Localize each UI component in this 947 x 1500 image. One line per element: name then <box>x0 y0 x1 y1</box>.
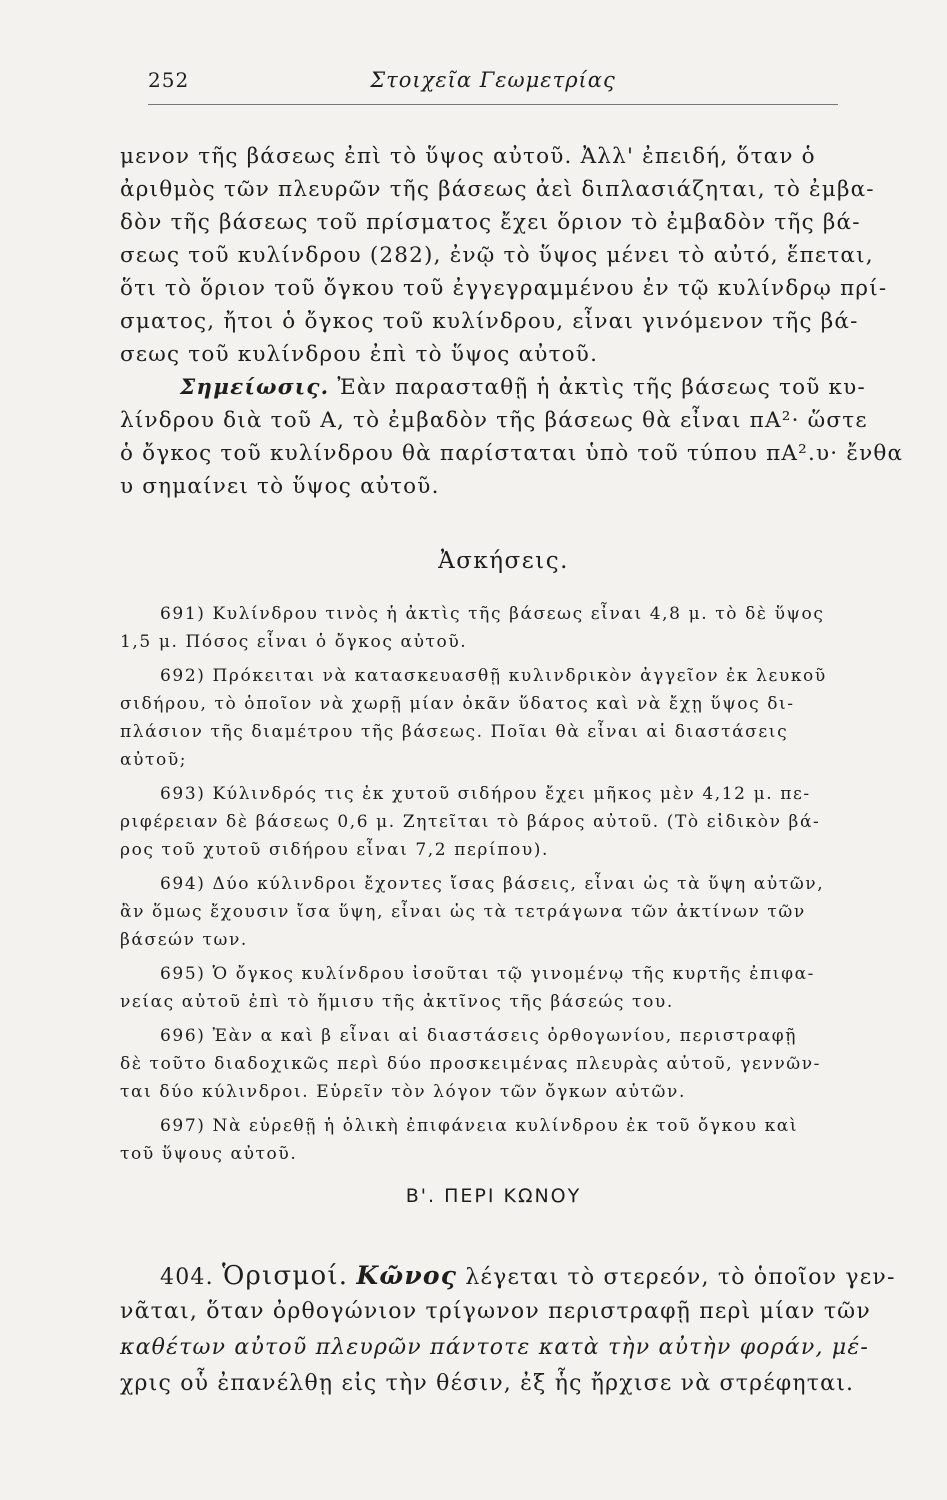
exercise-line: 694) Δύο κύλινδροι ἔχοντες ἴσας βάσεις, εἶναι ὡς τὰ ὕψη αὐτῶν, <box>160 874 825 894</box>
running-title: Στοιχεῖα Γεωμετρίας <box>370 68 616 92</box>
exercise-item <box>120 780 840 864</box>
definition-line: χρις οὗ ἐπανέλθῃ εἰς τὴν θέσιν, ἐξ ἧς ἤρχισε νὰ στρέφηται. <box>120 1371 855 1396</box>
text-line: δὸν τῆς βάσεως τοῦ πρίσματος ἔχει ὅριον τὸ ἐμβαδὸν τῆς βά- <box>120 210 861 235</box>
note-line: λίνδρου διὰ τοῦ Α, τὸ ἐμβαδὸν τῆς βάσεως θὰ εἶναι πΑ²· ὥστε <box>120 408 868 433</box>
text-line: σεως τοῦ κυλίνδρου (282), ἐνῷ τὸ ὕψος μένει τὸ αὐτό, ἕπεται, <box>120 243 874 268</box>
exercise-line: αὐτοῦ; <box>120 750 188 770</box>
exercises-list <box>120 600 840 1168</box>
exercise-item <box>120 600 840 656</box>
note-line: ὁ ὄγκος τοῦ κυλίνδρου θὰ παρίσταται ὑπὸ τοῦ τύπου πΑ².υ· ἔνθα <box>120 441 904 466</box>
page-header <box>148 64 838 105</box>
text-line: ὅτι τὸ ὅριον τοῦ ὄγκου τοῦ ἐγγεγραμμένου ἐν τῷ κυλίνδρῳ πρί- <box>120 276 888 301</box>
definition-line <box>120 1258 896 1294</box>
exercise-line: ρος τοῦ χυτοῦ σιδήρου εἶναι 7,2 περίπου). <box>120 840 550 860</box>
definition-text: λέγεται τὸ στερεόν, τὸ ὁποῖον γεν- <box>457 1265 896 1290</box>
exercise-line: βάσεών των. <box>120 930 248 950</box>
exercise-line: 693) Κύλινδρός τις ἐκ χυτοῦ σιδήρου ἔχει μῆκος μὲν 4,12 μ. πε- <box>160 784 811 804</box>
text-line: σεως τοῦ κυλίνδρου ἐπὶ τὸ ὕψος αὐτοῦ. <box>120 342 599 367</box>
text-line: σματος, ἤτοι ὁ ὄγκος τοῦ κυλίνδρου, εἶναι γινόμενον τῆς βά- <box>120 309 859 334</box>
exercise-line: 697) Νὰ εὑρεθῇ ἡ ὁλικὴ ἐπιφάνεια κυλίνδρου ἐκ τοῦ ὄγκου καὶ <box>160 1116 799 1136</box>
text-line: μενον τῆς βάσεως ἐπὶ τὸ ὕψος αὐτοῦ. Ἀλλ' ἐπειδή, ὅταν ὁ <box>120 144 816 169</box>
text-line: ἀριθμὸς τῶν πλευρῶν τῆς βάσεως ἀεὶ διπλασιάζηται, τὸ ἐμβα- <box>120 177 875 202</box>
definition-term: Ὁρισμοί. <box>222 1261 349 1291</box>
note-text: Ἐὰν παρασταθῇ ἡ ἀκτὶς τῆς βάσεως τοῦ κυ- <box>329 375 866 400</box>
exercise-item <box>120 870 840 954</box>
exercise-line: 695) Ὁ ὄγκος κυλίνδρου ἰσοῦται τῷ γινομένῳ τῆς κυρτῆς ἐπιφα- <box>160 964 815 984</box>
part-heading: Β'. ΠΕΡΙ ΚΩΝΟΥ <box>405 1185 582 1207</box>
exercise-line: σιδήρου, τὸ ὁποῖον νὰ χωρῇ μίαν ὀκᾶν ὕδατος καὶ νὰ ἔχῃ ὕψος δι- <box>120 694 795 714</box>
definition-keyword: Κῶνος <box>356 1261 458 1290</box>
exercise-line: 692) Πρόκειται νὰ κατασκευασθῇ κυλινδρικὸν ἀγγεῖον ἐκ λευκοῦ <box>160 666 827 686</box>
exercise-line: ται δύο κύλινδροι. Εὑρεῖν τὸν λόγον τῶν ὄγκων αὐτῶν. <box>120 1082 686 1102</box>
exercise-line: 696) Ἐὰν α καὶ β εἶναι αἱ διαστάσεις ὀρθογωνίου, περιστραφῇ <box>160 1026 797 1046</box>
exercise-item <box>120 662 840 774</box>
definition-line: νᾶται, ὅταν ὀρθογώνιον τρίγωνον περιστραφῇ περὶ μίαν τῶν <box>120 1299 871 1324</box>
note-line: υ σημαίνει τὸ ὕψος αὐτοῦ. <box>120 474 440 499</box>
exercise-item <box>120 1022 840 1106</box>
exercise-item <box>120 1112 840 1168</box>
exercises-heading: Ἀσκήσεις. <box>438 548 569 574</box>
definition-paragraph <box>120 1258 896 1402</box>
section-number: 404. <box>160 1265 214 1290</box>
exercise-line: ἂν ὅμως ἔχουσιν ἴσα ὕψη, εἶναι ὡς τὰ τετράγωνα τῶν ἀκτίνων τῶν <box>120 902 806 922</box>
exercise-item <box>120 960 840 1016</box>
exercise-line: ριφέρειαν δὲ βάσεως 0,6 μ. Ζητεῖται τὸ βάρος αὐτοῦ. (Τὸ εἰδικὸν βά- <box>120 812 821 832</box>
exercise-line: 1,5 μ. Πόσος εἶναι ὁ ὄγκος αὐτοῦ. <box>120 632 468 652</box>
exercise-line: τοῦ ὕψους αὐτοῦ. <box>120 1144 298 1164</box>
note-line <box>120 371 866 404</box>
exercise-line: νείας αὐτοῦ ἐπὶ τὸ ἥμισυ τῆς ἀκτῖνος τῆς βάσεώς του. <box>120 992 674 1012</box>
note-label: Σημείωσις. <box>180 375 330 400</box>
page-number: 252 <box>148 68 190 92</box>
main-paragraph <box>120 140 904 503</box>
exercise-line: πλάσιον τῆς διαμέτρου τῆς βάσεως. Ποῖαι θὰ εἶναι αἱ διαστάσεις <box>120 722 789 742</box>
exercise-line: 691) Κυλίνδρου τινὸς ἡ ἀκτὶς τῆς βάσεως εἶναι 4,8 μ. τὸ δὲ ὕψος <box>160 604 825 624</box>
definition-line: καθέτων αὐτοῦ πλευρῶν πάντοτε κατὰ τὴν αὐτὴν φοράν, μέ- <box>120 1335 870 1360</box>
exercise-line: δὲ τοῦτο διαδοχικῶς περὶ δύο προσκειμένας πλευρὰς αὐτοῦ, γεννῶν- <box>120 1054 822 1074</box>
